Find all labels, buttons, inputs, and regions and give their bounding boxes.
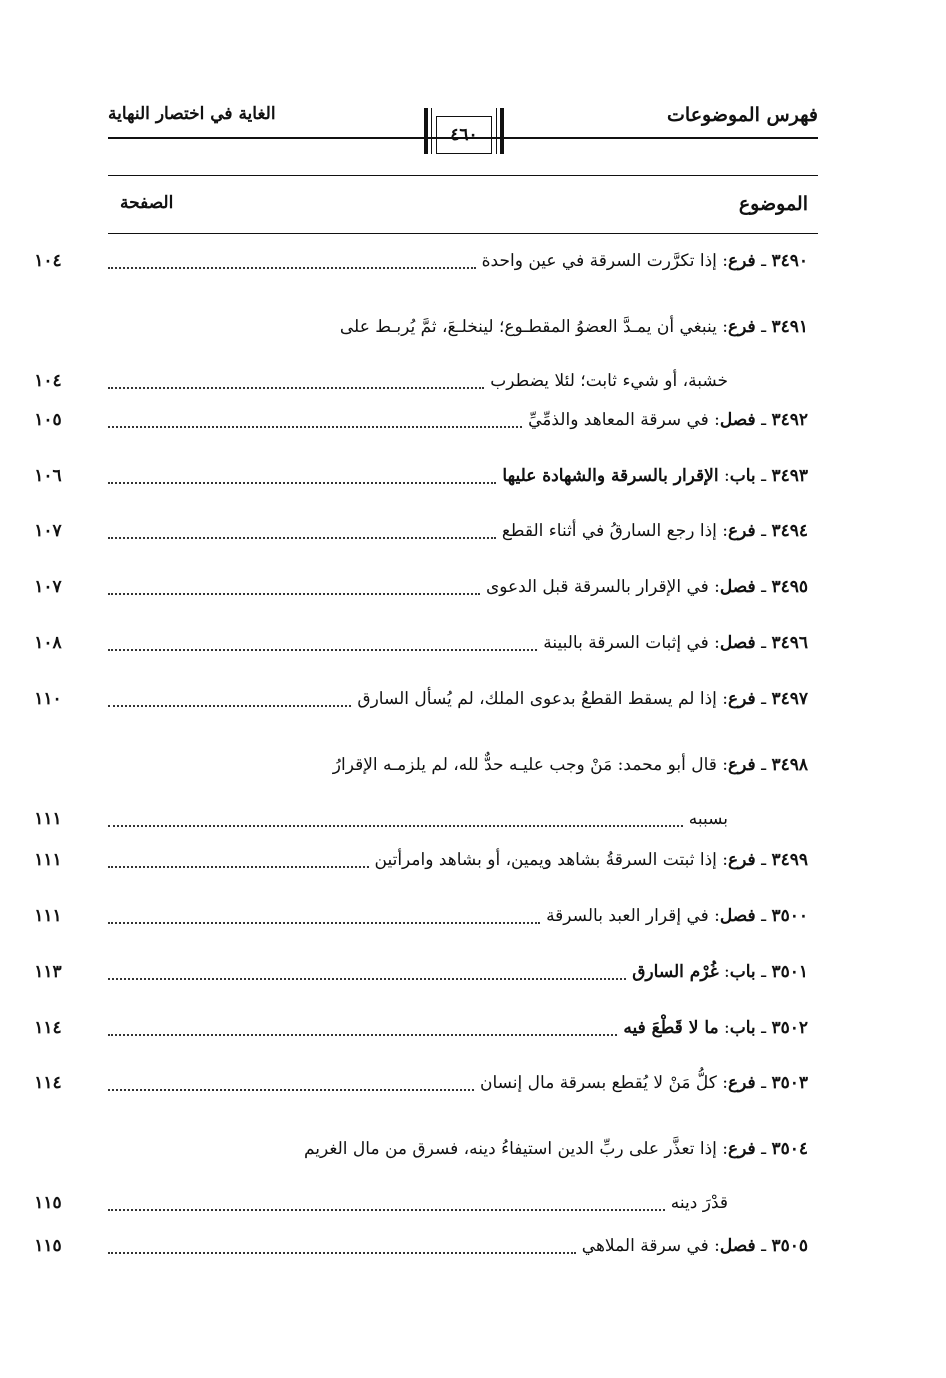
entry-type: فصل [719, 577, 756, 597]
entry-number: ٣٤٩٠ [771, 251, 808, 271]
index-entry [34, 1122, 808, 1230]
leader-dots [108, 1034, 617, 1036]
entry-title: إذا تعذَّر على ربِّ الدين استيفاءُ دينه، فسرق من مال الغريم [303, 1139, 717, 1159]
entry-type: فرع [728, 1073, 756, 1093]
entry-page-number: ١٠٦ [34, 466, 62, 486]
page-number-frame [424, 108, 504, 154]
entry-title: قال أبو محمد: مَنْ وجب عليـه حدٌّ لله، لم يلزمـه الإقرارُ [332, 755, 717, 775]
entry-page-number: ١٠٤ [34, 251, 62, 271]
entry-line: ٣٤٩٧ ـ فرع: إذا لم يسقط القطعُ بدعوى الملك، لم يُسأل السارق ١١٠ [108, 684, 808, 714]
leader-dots [108, 1209, 665, 1211]
entry-title: غُرْم السارق [632, 962, 719, 982]
entry-title: قدْرَ دينه [670, 1193, 728, 1213]
index-entry [34, 1013, 808, 1043]
leader-dots [108, 1089, 474, 1091]
entry-title: خشبة، أو شيء ثابت؛ لئلا يضطرب [490, 371, 728, 391]
entry-title: في الإقرار بالسرقة قبل الدعوى [485, 577, 709, 597]
index-entry [34, 845, 808, 875]
entry-title: الإقرار بالسرقة والشهادة عليها [502, 466, 719, 486]
index-entry [34, 957, 808, 987]
entry-number: ٣٤٩٦ [771, 633, 808, 653]
entry-type: باب [729, 1018, 756, 1038]
entry-number: ٣٤٩٣ [771, 466, 808, 486]
entry-title: ينبغي أن يمـدَّ العضوُ المقطـوع؛ لينخلـعَ، ثمَّ يُربـط على [339, 317, 717, 337]
entry-type: فرع [728, 317, 756, 337]
entry-page-number: ١٠٧ [34, 521, 62, 541]
leader-dots [108, 482, 496, 484]
entry-line: ٣٥٠٥ ـ فصل: في سرقة الملاهي ١١٥ [108, 1231, 808, 1261]
entry-line: ٣٤٩٦ ـ فصل: في إثبات السرقة بالبينة ١٠٨ [108, 628, 808, 658]
entry-line: ٣٥٠٤ ـ فرع: إذا تعذَّر على ربِّ الدين استيفاءُ دينه، فسرق من مال الغريم [303, 1139, 808, 1159]
entry-page-number: ١١٥ [34, 1193, 62, 1213]
entry-line: ٣٤٩١ ـ فرع: ينبغي أن يمـدَّ العضوُ المقطـوع؛ لينخلـعَ، ثمَّ يُربـط على [339, 317, 808, 337]
index-entry [34, 684, 808, 714]
entry-page-number: ١١١ [34, 906, 62, 926]
entry-title: في سرقة الملاهي [581, 1236, 709, 1256]
entry-number: ٣٥٠٢ [771, 1018, 808, 1038]
leader-dots [108, 387, 484, 389]
index-entry [34, 1068, 808, 1098]
entry-number: ٣٥٠١ [771, 962, 808, 982]
entry-type: فرع [728, 689, 756, 709]
index-entry [34, 405, 808, 435]
column-header-page: الصفحة [120, 193, 174, 213]
entry-page-number: ١٠٨ [34, 633, 62, 653]
entry-line: ٣٤٩٩ ـ فرع: إذا ثبتت السرقةُ بشاهد ويمين، أو بشاهد وامرأتين ١١١ [108, 845, 808, 875]
entry-page-number: ١١٠ [34, 689, 62, 709]
entry-line: ٣٤٩٠ ـ فرع: إذا تكرَّرت السرقة في عين واحدة ١٠٤ [108, 246, 808, 276]
entry-number: ٣٤٩٧ [771, 689, 808, 709]
index-entry [34, 246, 808, 276]
entry-number: ٣٤٩٤ [771, 521, 808, 541]
entry-line: ٣٤٩٢ ـ فصل: في سرقة المعاهد والذمِّيِّ ١٠٥ [108, 405, 808, 435]
index-entry [34, 516, 808, 546]
entry-page-number: ١١٤ [34, 1073, 62, 1093]
leader-dots [108, 426, 522, 428]
entry-number: ٣٥٠٥ [771, 1236, 808, 1256]
entry-page-number: ١١١ [34, 850, 62, 870]
entry-line: ٣٤٩٤ ـ فرع: إذا رجع السارقُ في أثناء القطع ١٠٧ [108, 516, 808, 546]
entry-page-number: ١١٥ [34, 1236, 62, 1256]
entry-type: فصل [719, 410, 756, 430]
entry-line [34, 792, 808, 846]
entry-page-number: ١١١ [34, 809, 62, 829]
entry-number: ٣٤٩٩ [771, 850, 808, 870]
leader-dots [108, 922, 540, 924]
entry-page-number: ١٠٤ [34, 371, 62, 391]
index-entry [34, 1231, 808, 1261]
entry-number: ٣٤٩٥ [771, 577, 808, 597]
entry-title: إذا رجع السارقُ في أثناء القطع [501, 521, 717, 541]
entry-line: ٣٥٠٢ ـ باب: ما لا قَطْعَ فيه ١١٤ [108, 1013, 808, 1043]
entry-type: فصل [719, 633, 756, 653]
entry-type: باب [729, 962, 756, 982]
entry-type: فرع [728, 850, 756, 870]
entry-type: فصل [719, 906, 756, 926]
entry-number: ٣٥٠٠ [771, 906, 808, 926]
column-header-rule [108, 233, 818, 234]
entry-line: ٣٥٠١ ـ باب: غُرْم السارق ١١٣ [108, 957, 808, 987]
index-entry [34, 461, 808, 491]
entry-title: في إثبات السرقة بالبينة [543, 633, 709, 653]
entry-line: ٣٥٠٠ ـ فصل: في إقرار العبد بالسرقة ١١١ [108, 901, 808, 931]
leader-dots [108, 866, 369, 868]
leader-dots [108, 537, 496, 539]
leader-dots [108, 825, 683, 827]
entry-number: ٣٥٠٣ [771, 1073, 808, 1093]
entry-number: ٣٤٩١ [771, 317, 808, 337]
entry-line: ٣٥٠٣ ـ فرع: كلُّ مَنْ لا يُقطع بسرقة مال إنسان ١١٤ [108, 1068, 808, 1098]
index-entry [34, 901, 808, 931]
entry-type: فرع [728, 755, 756, 775]
entry-page-number: ١١٤ [34, 1018, 62, 1038]
entry-title: بسببه [688, 809, 728, 829]
entry-type: فرع [728, 521, 756, 541]
header-bottom-rule [108, 175, 818, 176]
entry-line [34, 1176, 808, 1230]
index-entry [34, 300, 808, 408]
entry-title: في سرقة المعاهد والذمِّيِّ [528, 410, 709, 430]
running-header-book-title: الغاية في اختصار النهاية [108, 104, 276, 124]
entry-page-number: ١١٣ [34, 962, 62, 982]
entry-type: فرع [728, 1139, 756, 1159]
leader-dots [108, 267, 476, 269]
entry-line: ٣٤٩٥ ـ فصل: في الإقرار بالسرقة قبل الدعوى ١٠٧ [108, 572, 808, 602]
leader-dots [108, 1252, 576, 1254]
entry-line: ٣٤٩٨ ـ فرع: قال أبو محمد: مَنْ وجب عليـه حدٌّ لله، لم يلزمـه الإقرارُ [332, 755, 808, 775]
entry-number: ٣٤٩٨ [771, 755, 808, 775]
leader-dots [108, 593, 480, 595]
running-header-section: فهرس الموضوعات [667, 104, 818, 126]
index-entry [34, 628, 808, 658]
entry-number: ٣٥٠٤ [771, 1139, 808, 1159]
entry-title: إذا ثبتت السرقةُ بشاهد ويمين، أو بشاهد وامرأتين [374, 850, 717, 870]
entry-type: فرع [728, 251, 756, 271]
entry-type: باب [729, 466, 756, 486]
entry-page-number: ١٠٥ [34, 410, 62, 430]
entry-line: ٣٤٩٣ ـ باب: الإقرار بالسرقة والشهادة عليها ١٠٦ [108, 461, 808, 491]
entry-title: كلُّ مَنْ لا يُقطع بسرقة مال إنسان [479, 1073, 717, 1093]
entry-page-number: ١٠٧ [34, 577, 62, 597]
column-header-topic: الموضوع [738, 193, 808, 215]
entry-title: إذا لم يسقط القطعُ بدعوى الملك، لم يُسأل السارق [357, 689, 717, 709]
leader-dots [108, 978, 626, 980]
entry-title: ما لا قَطْعَ فيه [623, 1018, 719, 1038]
page-number: ٤٦٠ [436, 116, 492, 154]
entry-title: في إقرار العبد بالسرقة [546, 906, 709, 926]
entry-title: إذا تكرَّرت السرقة في عين واحدة [481, 251, 717, 271]
entry-type: فصل [719, 1236, 756, 1256]
entry-number: ٣٤٩٢ [771, 410, 808, 430]
index-entry [34, 738, 808, 846]
index-entry [34, 572, 808, 602]
leader-dots [108, 705, 351, 707]
entry-line [34, 354, 808, 408]
leader-dots [108, 649, 537, 651]
